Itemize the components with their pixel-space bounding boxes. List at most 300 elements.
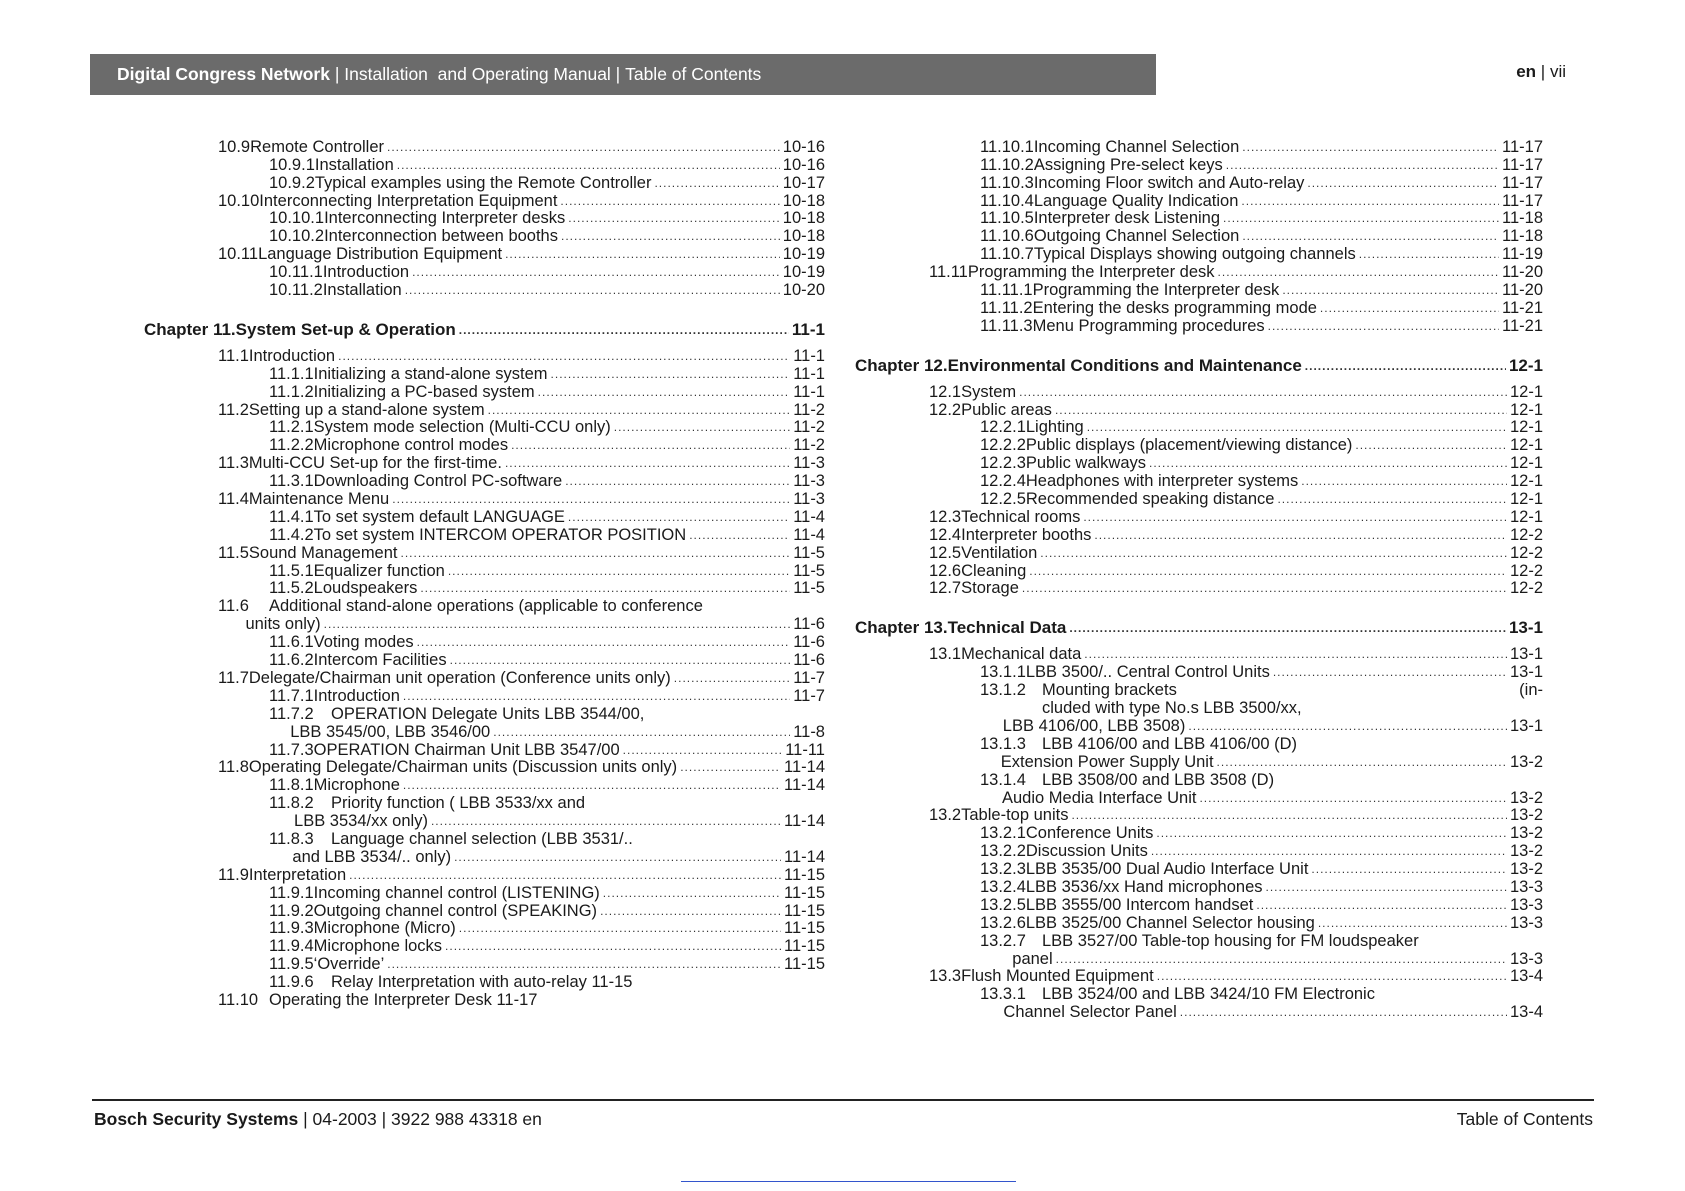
toc-leader-dots [568,209,780,227]
toc-entry-title: Introduction [248,346,336,365]
toc-entry[interactable] [144,562,825,580]
toc-entry[interactable] [855,299,1543,317]
toc-entry-title: Environmental Conditions and Maintenance [947,355,1302,375]
toc-entry[interactable] [144,902,825,920]
toc-entry[interactable] [144,794,825,812]
toc-entry[interactable] [144,544,825,562]
toc-entry[interactable] [144,937,825,955]
toc-entry-number: 11.4.1 [269,507,314,526]
toc-entry-title: Recommended speaking distance [1025,490,1275,509]
toc-entry-title: To set system default LANGUAGE [313,507,565,526]
toc-entry-number: 13.3 [929,967,962,986]
toc-leader-dots [1055,401,1507,419]
toc-entry-page: 12-1 [1509,382,1543,401]
toc-entry-title: System Set-up & Operation [235,320,456,340]
toc-entry[interactable] [144,156,825,174]
toc-entry[interactable] [855,192,1543,210]
toc-entry[interactable] [144,812,825,830]
toc-entry[interactable] [855,281,1543,299]
toc-entry-number: 10.9.2 [269,173,315,192]
toc-entry[interactable] [855,472,1543,490]
toc-entry-number: 11.8.1 [269,776,314,795]
toc-entry-title: Language Distribution Equipment [258,245,503,264]
toc-entry-number: 13.2.3 [980,860,1026,879]
toc-entry-title: Discussion Units [1025,842,1148,861]
toc-leader-dots [459,919,781,937]
toc-entry-page: 11-18 [1502,209,1543,228]
toc-entry-number: 10.9 [218,137,251,156]
page-roman: vii [1549,62,1566,81]
toc-entry[interactable] [144,436,825,454]
toc-entry-page: 13-3 [1509,895,1543,914]
toc-leader-dots [403,776,781,794]
toc-entry-number: 11.10 [218,990,259,1009]
toc-entry-title: Typical examples using the Remote Controller [314,173,652,192]
toc-leader-dots [1311,860,1507,878]
toc-entry-title: Outgoing channel control (SPEAKING) [313,901,598,920]
toc-entry-number: 12.7 [929,579,962,598]
toc-entry-title: Relay Interpretation with auto-relay 11-15 [331,973,633,992]
toc-entry-title: LBB 3535/00 Dual Audio Interface Unit [1025,860,1309,879]
toc-entry-number: 11.11 [929,263,968,282]
header-product: Digital Congress Network [117,64,330,84]
toc-entry-page: 13-3 [1509,949,1543,968]
toc-entry[interactable] [144,615,825,633]
toc-entry[interactable] [855,419,1543,437]
toc-entry-page: 11-15 [784,937,825,956]
toc-entry-title: Microphone locks [313,937,443,956]
toc-entry[interactable] [855,138,1543,156]
toc-leader-dots [488,401,791,419]
toc-leader-dots [1083,508,1507,526]
toc-entry-title: Audio Media Interface Unit [1002,788,1197,807]
toc-entry-number: 10.9.1 [269,155,315,174]
toc-entry-page: 12-2 [1509,579,1543,598]
toc-entry[interactable] [144,991,825,1009]
toc-entry-title: Introduction [313,686,400,705]
toc-entry-title: Typical Displays showing outgoing channels [1033,245,1356,264]
toc-entry[interactable] [144,454,825,472]
toc-entry-title: Maintenance Menu [248,490,390,509]
toc-entry-page: 11-3 [793,490,825,509]
toc-entry[interactable] [144,705,825,723]
toc-entry-number: 11.6.1 [269,633,314,652]
toc-entry[interactable] [144,419,825,437]
toc-leader-dots [511,436,790,454]
toc-leader-dots [1151,842,1507,860]
toc-entry-page: 10-16 [782,137,825,156]
toc-entry[interactable] [144,526,825,544]
toc-entry[interactable] [855,824,1543,842]
toc-entry[interactable] [144,973,825,991]
toc-entry[interactable] [144,210,825,228]
toc-entry-page: 11-21 [1502,298,1543,317]
toc-entry[interactable] [144,174,825,192]
toc-leader-dots [568,508,790,526]
toc-entry-page: 11-17 [1502,137,1543,156]
toc-entry[interactable] [855,1003,1543,1021]
toc-entry[interactable] [855,896,1543,914]
toc-entry[interactable] [855,210,1543,228]
toc-entry-page: 12-1 [1509,400,1543,419]
toc-entry[interactable] [144,383,825,401]
toc-entry[interactable] [855,263,1543,281]
toc-entry-number: 11.3.1 [269,472,314,491]
toc-entry-number: 11.3 [218,454,249,473]
toc-entry-title: Flush Mounted Equipment [961,967,1154,986]
toc-entry-title: Microphone [313,776,400,795]
toc-entry-number: 11.8.2 [269,794,314,813]
toc-entry-title: To set system INTERCOM OPERATOR POSITION [313,525,687,544]
page-sep: | [1536,62,1550,81]
footer-left [94,1109,542,1130]
toc-entry-number: 13.3.1 [980,985,1026,1004]
toc-entry-title: LBB 3555/00 Intercom handset [1025,895,1254,914]
toc-entry[interactable] [855,842,1543,860]
toc-entry[interactable] [855,490,1543,508]
toc-entry[interactable] [855,807,1543,825]
toc-leader-dots [1084,645,1507,663]
toc-entry-page: 12-1 [1509,507,1543,526]
toc-entry-page: 11-20 [1502,263,1543,282]
toc-entry[interactable] [144,848,825,866]
toc-entry[interactable] [144,955,825,973]
toc-entry-title: and LBB 3534/.. only) [292,847,452,866]
toc-entry-page: 11-2 [793,418,825,437]
toc-entry[interactable] [144,723,825,741]
toc-entry-page: 12-1 [1508,355,1543,375]
toc-entry-title: Incoming Floor switch and Auto-relay [1033,173,1305,192]
toc-leader-dots [1282,281,1499,299]
toc-entry-number: 12.2.4 [980,472,1026,491]
toc-entry[interactable] [855,663,1543,681]
toc-leader-dots [431,812,781,830]
toc-leader-dots [654,174,779,192]
toc-leader-dots [1218,263,1499,281]
toc-entry-number: 10.10 [218,191,260,210]
toc-entry[interactable] [144,192,825,210]
toc-entry-title: cluded with type No.s LBB 3500/xx, [1042,699,1302,718]
toc-leader-dots [1069,619,1506,637]
toc-entry-page: 10-19 [782,245,825,264]
toc-entry[interactable] [144,347,825,365]
toc-entry-page: 10-18 [782,191,825,210]
toc-entry-title: Downloading Control PC-software [313,472,563,491]
toc-entry[interactable] [855,717,1543,735]
toc-leader-dots [1040,544,1507,562]
toc-entry[interactable] [855,771,1543,789]
toc-entry-page: 11-15 [784,919,825,938]
page-number [1516,62,1566,82]
toc-leader-dots [1301,472,1507,490]
toc-entry-number: 11.7 [218,668,249,687]
toc-entry[interactable] [855,950,1543,968]
toc-entry-page: 10-20 [782,281,825,300]
toc-entry-number: 11.5.2 [269,579,314,598]
toc-entry-title: Conference Units [1025,824,1154,843]
toc-entry[interactable] [144,490,825,508]
toc-entry-title: Multi-CCU Set-up for the first-time. [248,454,502,473]
toc-entry-number: 12.3 [929,507,962,526]
toc-entry-page: 11-19 [1502,245,1543,264]
toc-entry-number: 11.8.3 [269,829,314,848]
toc-entry[interactable] [855,436,1543,454]
toc-entry-title: Interconnection between booths [324,227,558,246]
toc-entry[interactable] [855,968,1543,986]
toc-entry-page: 11-17 [1502,155,1543,174]
toc-entry-page: 11-4 [793,507,825,526]
toc-entry[interactable] [144,281,825,299]
header-sep-1: | [329,64,345,84]
toc-entry-title: Outgoing Channel Selection [1033,227,1240,246]
footer-details: | 04-2003 | 3922 988 43318 en [298,1109,542,1129]
toc-entry-number: Chapter 13. [855,618,948,638]
toc-entry[interactable] [855,789,1543,807]
toc-entry-page: 13-2 [1509,842,1543,861]
toc-entry-page: 13-2 [1509,860,1543,879]
toc-entry-title: LBB 3500/.. Central Control Units [1025,663,1270,682]
toc-leader-dots [401,544,791,562]
toc-leader-dots [505,245,780,263]
toc-entry-page: 11-14 [784,847,825,866]
toc-entry[interactable] [144,245,825,263]
toc-entry-number: 11.10.2 [980,155,1034,174]
header-manual: Installation and Operating Manual [344,64,611,84]
page-lang: en [1516,62,1537,81]
toc-entry[interactable] [144,365,825,383]
toc-leader-dots [538,383,791,401]
toc-entry[interactable] [144,741,825,759]
toc-entry[interactable] [855,401,1543,419]
toc-entry-title: Interconnecting Interpretation Equipment [259,191,558,210]
toc-entry[interactable] [855,985,1543,1003]
toc-entry[interactable] [855,174,1543,192]
toc-entry[interactable] [855,645,1543,663]
toc-entry-title: Additional stand-alone operations (applicable to conference [269,597,703,616]
toc-leader-dots [1266,878,1507,896]
toc-entry[interactable] [144,884,825,902]
footer-company: Bosch Security Systems [94,1109,299,1129]
toc-entry-page: 12-2 [1509,561,1543,580]
toc-leader-dots [1273,663,1507,681]
toc-entry-title: Operating Delegate/Chairman units (Discussion units only) [248,758,678,777]
toc-leader-dots [1217,753,1507,771]
toc-entry-number: 12.1 [929,382,962,401]
toc-entry-page: 12-1 [1509,454,1543,473]
toc-entry-number: 11.10.7 [980,245,1034,264]
toc-entry-number: 11.9.6 [269,973,314,992]
toc-entry[interactable] [144,920,825,938]
toc-entry-number: 11.6.2 [269,651,314,670]
toc-entry-number: 12.2.2 [980,436,1026,455]
toc-entry-title: LBB 3534/xx only) [294,812,428,831]
toc-entry-number: 10.11.2 [269,281,323,300]
toc-entry-page: 12-2 [1509,525,1543,544]
toc-entry[interactable] [144,687,825,705]
toc-leader-dots [1223,209,1499,227]
toc-chapter-entry[interactable] [855,617,1543,637]
toc-entry[interactable] [144,401,825,419]
toc-entry[interactable] [144,597,825,615]
toc-entry-page: 11-15 [784,955,825,974]
toc-entry-title: Technical rooms [961,507,1081,526]
toc-entry-page: 11-15 [784,883,825,902]
toc-entry[interactable] [855,245,1543,263]
toc-entry-page: 11-14 [784,776,825,795]
toc-entry[interactable] [144,633,825,651]
toc-entry[interactable] [144,227,825,245]
toc-entry-page: 12-1 [1509,490,1543,509]
toc-entry[interactable] [855,508,1543,526]
toc-entry-page: 12-1 [1509,436,1543,455]
toc-entry-title: Programming the Interpreter desk [1032,281,1280,300]
toc-leader-dots [1226,156,1499,174]
toc-entry-number: 13.1.2 [980,681,1026,700]
toc-entry-title: Installation [314,155,394,174]
toc-entry-page: 10-18 [782,209,825,228]
toc-leader-dots [565,472,790,490]
toc-entry[interactable] [855,681,1543,699]
toc-leader-dots [448,562,790,580]
toc-entry[interactable] [144,759,825,777]
toc-entry-number: Chapter 12. [855,355,948,375]
toc-leader-dots [560,192,779,210]
toc-entry[interactable] [144,651,825,669]
toc-entry-number: 12.2 [929,400,962,419]
toc-entry-title: Operating the Interpreter Desk 11-17 [269,990,538,1009]
toc-entry-number: 11.4.2 [269,525,314,544]
toc-entry-title: LBB 3524/00 and LBB 3424/10 FM Electronic [1042,985,1375,1004]
toc-entry-number: 13.2.7 [980,931,1026,950]
toc-right-column [855,138,1543,1021]
toc-entry-title: Intercom Facilities [313,651,447,670]
toc-entry-title: Public walkways [1025,454,1146,473]
toc-entry-page: 11-21 [1502,316,1543,335]
toc-entry[interactable] [144,866,825,884]
toc-entry[interactable] [855,526,1543,544]
toc-entry-number: 10.10.1 [269,209,325,228]
toc-entry[interactable] [144,830,825,848]
toc-entry-number: 12.2.5 [980,490,1026,509]
toc-entry-number: 11.2 [218,400,249,419]
toc-entry[interactable] [855,156,1543,174]
toc-chapter-entry[interactable] [855,355,1543,375]
toc-entry-page: 11-8 [793,722,825,741]
toc-entry-page: 11-7 [793,668,825,687]
toc-entry-title: LBB 3525/00 Channel Selector housing [1025,913,1315,932]
toc-entry-number: 11.7.3 [269,740,314,759]
toc-entry-number: 11.11.1 [980,281,1033,300]
header-bar [90,54,1156,95]
toc-leader-dots [405,281,780,299]
toc-entry-page: 11-15 [784,901,825,920]
toc-entry[interactable] [144,263,825,281]
toc-leader-dots [623,741,783,759]
toc-leader-dots [1355,436,1507,454]
toc-entry-page: 10-18 [782,227,825,246]
toc-chapter-entry[interactable] [144,319,825,339]
toc-entry-page: 11-15 [784,865,825,884]
toc-leader-dots [1305,357,1506,375]
toc-entry-title: Interpretation [248,865,347,884]
toc-entry-page: 13-2 [1509,806,1543,825]
toc-entry[interactable] [144,138,825,156]
toc-entry-title: Equalizer function [313,561,445,580]
toc-entry-number: 11.9.4 [269,937,314,956]
toc-entry-page: 11-20 [1502,281,1543,300]
toc-leader-dots [1094,526,1507,544]
toc-entry-title: Setting up a stand-alone system [248,400,485,419]
toc-entry[interactable] [855,932,1543,950]
toc-entry[interactable] [855,878,1543,896]
toc-entry[interactable] [144,508,825,526]
toc-entry-number: Chapter 11. [144,320,236,340]
toc-entry[interactable] [855,753,1543,771]
header-section: Table of Contents [625,64,762,84]
toc-entry[interactable] [855,383,1543,401]
toc-entry-title: System mode selection (Multi-CCU only) [313,418,611,437]
toc-leader-dots [454,848,781,866]
toc-entry[interactable] [855,454,1543,472]
toc-entry-title: Loudspeakers [313,579,418,598]
toc-entry-page: 13-1 [1508,618,1543,638]
toc-entry-title: Assigning Pre-select keys [1033,155,1223,174]
toc-entry[interactable] [855,317,1543,335]
toc-leader-dots [1242,227,1499,245]
toc-entry[interactable] [855,699,1543,717]
toc-entry[interactable] [855,227,1543,245]
toc-entry-number: 11.11.2 [980,298,1033,317]
toc-leader-dots [1071,806,1507,824]
toc-entry-page: 10-16 [782,155,825,174]
toc-entry[interactable] [855,914,1543,932]
toc-leader-dots [445,937,781,955]
toc-entry[interactable] [855,860,1543,878]
toc-entry[interactable] [855,735,1543,753]
toc-entry-title: LBB 4106/00, LBB 3508) [1002,716,1186,735]
toc-entry-title: Mechanical data [961,645,1082,664]
toc-entry[interactable] [855,544,1543,562]
toc-leader-dots [1320,299,1499,317]
toc-entry-page: 12-1 [1509,472,1543,491]
toc-entry-page: 11-1 [793,346,825,365]
toc-leader-dots [493,723,790,741]
toc-entry-page: 13-2 [1509,824,1543,843]
toc-entry-page: 11-17 [1502,191,1543,210]
toc-entry[interactable] [144,472,825,490]
toc-leader-dots [505,454,790,472]
toc-entry-page: (in- [1519,681,1543,700]
toc-entry[interactable] [855,580,1543,598]
toc-entry[interactable] [144,580,825,598]
toc-entry-page: 11-3 [793,454,825,473]
toc-entry-page: 11-5 [793,561,825,580]
toc-entry-number: 13.2 [929,806,962,825]
header-sep-2: | [610,64,626,84]
toc-entry-title: Remote Controller [250,137,385,156]
toc-leader-dots [403,687,790,705]
toc-leader-dots [680,758,781,776]
toc-entry-number: 11.10.4 [980,191,1034,210]
toc-entry-title: OPERATION Chairman Unit LBB 3547/00 [313,740,620,759]
toc-entry[interactable] [855,562,1543,580]
toc-leader-dots [551,365,791,383]
toc-entry[interactable] [144,776,825,794]
toc-entry-title: Interconnecting Interpreter desks [324,209,566,228]
toc-entry-page: 11-17 [1502,173,1543,192]
toc-entry-number: 11.2.1 [269,418,314,437]
toc-entry[interactable] [144,669,825,687]
